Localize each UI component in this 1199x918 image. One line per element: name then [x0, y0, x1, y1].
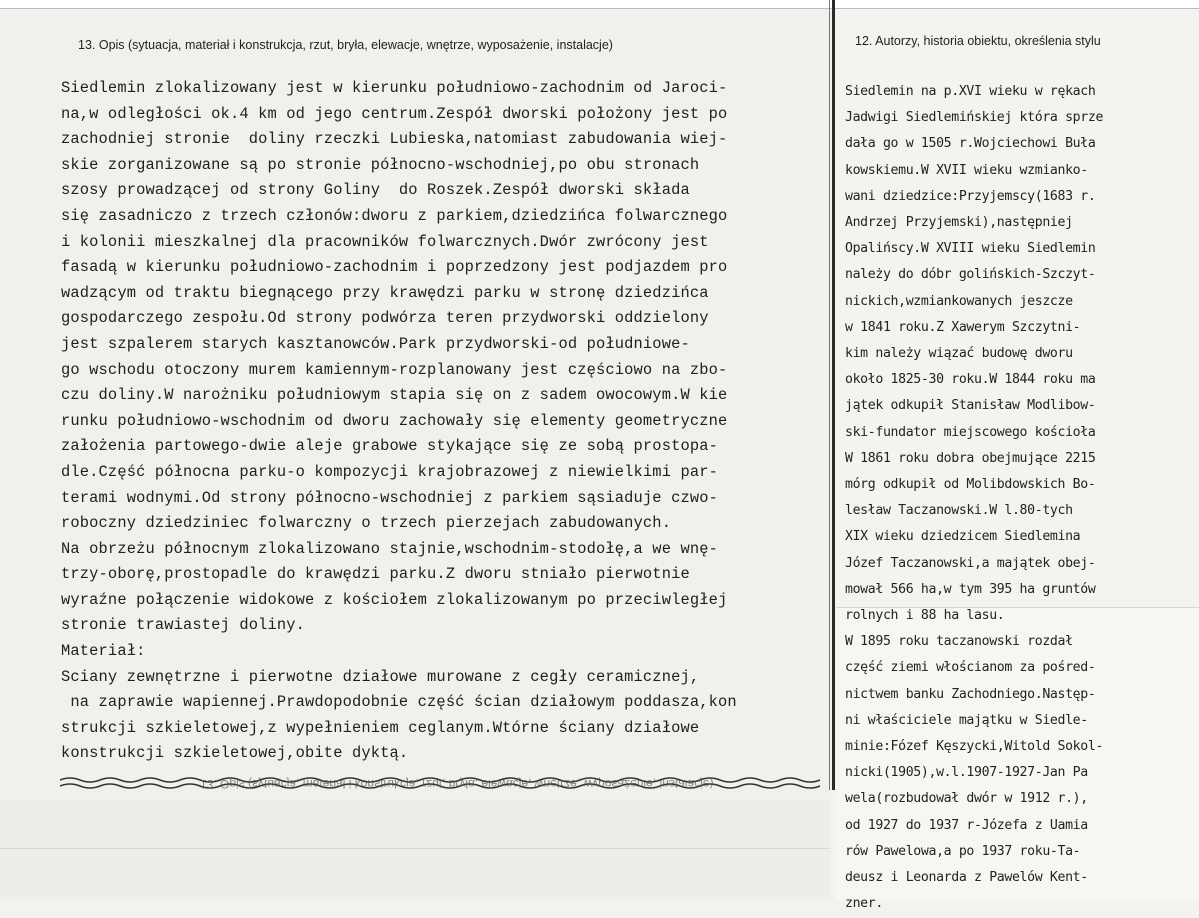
history-line: jątek odkupił Stanisław Modlibow-: [845, 398, 1096, 414]
history-line: Józef Taczanowski,a majątek obej-: [845, 555, 1096, 571]
history-line: wani dziedzice:Przyjemscy(1683 r.: [845, 188, 1096, 204]
history-line: Jadwigi Siedlemińskiej która sprze: [845, 110, 1104, 126]
history-line: rolnych i 88 ha lasu.: [845, 608, 1005, 624]
history-line: mórg odkupił od Molibdowskich Bo-: [845, 477, 1096, 493]
description-line: stronie trawiastej doliny.: [61, 616, 306, 635]
description-line: roboczny dziedziniec folwarczny o trzech pierzejach zabudowanych.: [61, 514, 672, 533]
history-line: część ziemi włościanom za pośred-: [845, 660, 1096, 676]
history-line: zner.: [845, 896, 883, 912]
history-line: około 1825-30 roku.W 1844 roku ma: [845, 372, 1096, 388]
description-line: Na obrzeżu północnym zlokalizowano stajnie,wschodnim-stodołę,a we wnę-: [61, 539, 719, 558]
description-line: skie zorganizowane są po stronie północno-wschodniej,po obu stronach: [61, 155, 700, 174]
history-line: należy do dóbr golińskich-Szczyt-: [845, 267, 1096, 283]
history-line: kim należy wiązać budowę dworu: [845, 346, 1073, 362]
description-line: trzy-oborę,prostopadle do krawędzi parku.Z dworu stniało pierwotnie: [61, 565, 690, 584]
history-line: nictwem banku Zachodniego.Następ-: [845, 686, 1096, 702]
description-line: go wschodu otoczony murem kamiennym-rozplanowany jest częściowo na zbo-: [61, 360, 728, 379]
description-line: Sciany zewnętrzne i pierwotne działowe murowane z cegły ceramicznej,: [61, 667, 700, 686]
description-line: zachodniej stronie doliny rzeczki Lubieska,natomiast zabudowania wiej-: [61, 130, 728, 149]
description-line: dle.Część północna parku-o kompozycji krajobrazowej z niewielkimi par-: [61, 462, 719, 481]
description-line: fasadą w kierunku południowo-zachodnim i poprzedzony jest podjazdem pro: [61, 258, 728, 277]
description-line: wyraźne połączenie widokowe z kościołem zlokalizowanym po przeciwległej: [61, 590, 728, 609]
history-line: Opalińscy.W XVIII wieku Siedlemin: [845, 241, 1096, 257]
description-line: strukcji szkieletowej,z wypełnieniem ceglanym.Wtórne ściany działowe: [61, 718, 700, 737]
history-line: lesław Taczanowski.W l.80-tych: [845, 503, 1073, 519]
history-line: wela(rozbudował dwór w 1912 r.),: [845, 791, 1088, 807]
history-line: Siedlemin na p.XVI wieku w rękach: [845, 84, 1096, 99]
description-line: na,w odległości ok.4 km od jego centrum.Zespół dworski położony jest po: [61, 104, 728, 123]
description-line: Siedlemin zlokalizowany jest w kierunku południowo-zachodnim od Jaroci-: [61, 79, 728, 97]
description-text: [61, 76, 831, 767]
history-line: deusz i Leonarda z Pawelów Kent-: [845, 870, 1088, 886]
mirrored-heading: 13. Opis (sytuacja, materiał i konstrukcja, rzut, bryła, elewacje, wnętrze, wyposażenie, instalacje): [200, 777, 714, 791]
description-line: założenia partowego-dwie aleje grabowe stykające się ze sobą prostopa-: [61, 437, 719, 456]
description-line: runku południowo-wschodnim od dworu zachowały się elementy geometryczne: [61, 411, 728, 430]
description-line: i kolonii mieszkalnej dla pracowników folwarcznych.Dwór zwrócony jest: [61, 232, 709, 251]
history-line: dała go w 1505 r.Wojciechowi Buła: [845, 136, 1096, 152]
description-line: konstrukcji szkieletowej,obite dyktą.: [61, 744, 409, 763]
history-line: W 1861 roku dobra obejmujące 2215: [845, 450, 1096, 466]
history-line: w 1841 roku.Z Xawerym Szczytni-: [845, 319, 1081, 335]
history-line: mował 566 ha,w tym 395 ha gruntów: [845, 581, 1096, 597]
history-line: XIX wieku dziedzicem Siedlemina: [845, 529, 1081, 545]
blank-lower-area: [0, 800, 830, 899]
top-edge: [0, 0, 1199, 9]
description-line: terami wodnymi.Od strony północno-wschodniej z parkiem sąsiaduje czwo-: [61, 488, 719, 507]
description-heading: 13. Opis (sytuacja, materiał i konstrukcja, rzut, bryła, elewacje, wnętrze, wyposażenie, instalacje): [78, 38, 613, 52]
history-heading: 12. Autorzy, historia obiektu, określenia stylu: [855, 34, 1101, 48]
paper-fold-line: [0, 848, 830, 849]
description-line: czu doliny.W narożniku południowym stapia się on z sadem owocowym.W kie: [61, 386, 728, 405]
description-line: wadzącym od traktu biegnącego przy krawędzi parku w stronę dziedzińca: [61, 283, 709, 302]
description-line: szosy prowadzącej od strony Goliny do Roszek.Zespół dworski składa: [61, 181, 690, 200]
history-line: ski-fundator miejscowego kościoła: [845, 424, 1096, 440]
history-line: nicki(1905),w.l.1907-1927-Jan Pa: [845, 765, 1088, 781]
history-line: rów Pawelowa,a po 1937 roku-Ta-: [845, 843, 1081, 859]
history-line: Andrzej Przyjemski),następniej: [845, 215, 1073, 231]
history-line: minie:Fózef Kęszycki,Witold Sokol-: [845, 739, 1104, 755]
history-text: [845, 79, 1195, 918]
history-line: ni właściciele majątku w Siedle-: [845, 712, 1088, 728]
description-line: jest szpalerem starych kasztanowców.Park przydworski-od południowe-: [61, 334, 690, 353]
history-line: kowskiemu.W XVII wieku wzmianko-: [845, 162, 1088, 178]
description-line: się zasadniczo z trzech członów:dworu z parkiem,dziedzińca folwarcznego: [61, 206, 728, 225]
description-line: Materiał:: [61, 642, 146, 661]
history-line: nickich,wzmiankowanych jeszcze: [845, 293, 1073, 309]
history-line: W 1895 roku taczanowski rozdał: [845, 634, 1073, 650]
description-line: na zaprawie wapiennej.Prawdopodobnie część ścian działowym poddasza,kon: [61, 693, 737, 712]
description-line: gospodarczego zespołu.Od strony podwórza teren przydworski oddzielony: [61, 309, 709, 328]
history-line: od 1927 do 1937 r-Józefa z Uamia: [845, 817, 1088, 833]
column-divider: [832, 0, 835, 790]
